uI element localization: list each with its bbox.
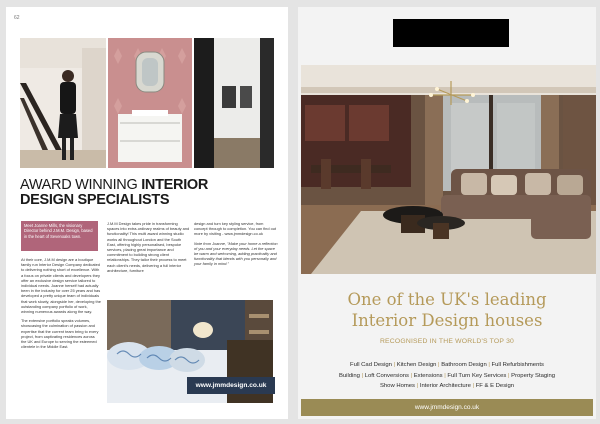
service-item: Full Refurbishments [491, 362, 544, 368]
headline-line-1: One of the UK's leading [347, 290, 547, 309]
service-item: Kitchen Design [396, 362, 437, 368]
top-black-block [393, 19, 509, 47]
service-item: Full Cad Design [350, 362, 392, 368]
services-line-2: Building | Loft Conversions | Extensions | Full Turn Key Services | Property Staging [338, 372, 556, 379]
service-item: Show Homes [379, 383, 415, 389]
hallway-photo [194, 38, 274, 168]
service-item: Property Staging [511, 372, 556, 379]
footer-bar [301, 399, 593, 416]
service-item: Interior Architecture [419, 383, 471, 389]
left-page [6, 7, 288, 419]
headline [20, 178, 284, 208]
column-2 [107, 221, 191, 277]
subtitle: RECOGNISED IN THE WORLD'S TOP 30 [379, 338, 515, 345]
column-3 [194, 221, 278, 271]
bathroom-photo [108, 38, 192, 168]
headline-bold-2: DESIGN SPECIALISTS [20, 192, 170, 208]
services-list [298, 360, 596, 392]
column-3-quote: Note from Joanne, "Make your home a reflection of you and your everyday needs. Let the space be warm and welcoming, adding practicality and functionality that blends with you personally and your family in mind." [194, 240, 278, 267]
headline-light: AWARD WINNING [20, 177, 142, 193]
footer-url[interactable]: www.jmmdesign.co.uk [414, 404, 480, 411]
headline-line-2: Interior Design houses [351, 311, 543, 330]
headline-bold-1: INTERIOR [141, 177, 209, 193]
intro-box-text: Meet Joanne Mills, the visionary Director behind J.M.M. Design, based in the heart of Sevenoaks town. [24, 223, 93, 239]
service-item: Loft Conversions [364, 372, 409, 379]
column-1-para-1: At their core, J.M.M design are a boutique family run Interior Design Company dedicated to delivering nothing short of excellence. With a focus on private clients and developers they offer an exclusive design service tailored to individual needs. Joanne herself had actually been in the industry for over 25 years and has developed a pretty unique team of individuals that work slowly, alongside her, developing the outstanding company portfolio of work, winning numerous awards along the way. [21, 257, 101, 315]
portrait-photo [20, 38, 106, 168]
page-number: 62 [14, 15, 20, 21]
service-item: Bathroom Design [441, 362, 487, 368]
service-item: Extensions [413, 372, 443, 379]
living-room-photo [301, 65, 596, 274]
right-page [298, 7, 596, 419]
column-1-para-2: The extensive portfolio speaks volumes, showcasing the culmination of passion and expertise that the current team bring to every project, from captivating residences across the UK and Europe to serving the esteemed clientele in the Middle East. [21, 318, 99, 350]
service-item: Full Turn Key Services [447, 372, 507, 379]
service-item: FF & E Design [475, 383, 515, 389]
intro-box [21, 221, 98, 251]
services-line-1: Full Cad Design | Kitchen Design | Bathroom Design | Full Refurbishments [350, 362, 544, 368]
service-item: Building [338, 372, 360, 379]
website-banner [187, 377, 275, 394]
services-line-3: Show Homes | Interior Architecture | FF & E Design [379, 383, 515, 389]
column-1 [21, 257, 101, 353]
website-banner-text[interactable]: www.jmmdesign.co.uk [195, 382, 267, 389]
column-3-para-1: design and turn key styling service, from concept through to completion. You can find out more by visiting - www.jmmdesign.co.uk [194, 221, 276, 237]
column-2-para-1: J.M.M Design takes pride in transforming spaces into extra-ordinary realms of beauty and functionality! This multi award winning studio works all throughout London and the South East, offering highly personalised, bespoke services, placing great importance and commitment to building strong client relationships. They tailor their process to meet each client's needs, delivering a full interior architecture, furniture [107, 221, 190, 273]
